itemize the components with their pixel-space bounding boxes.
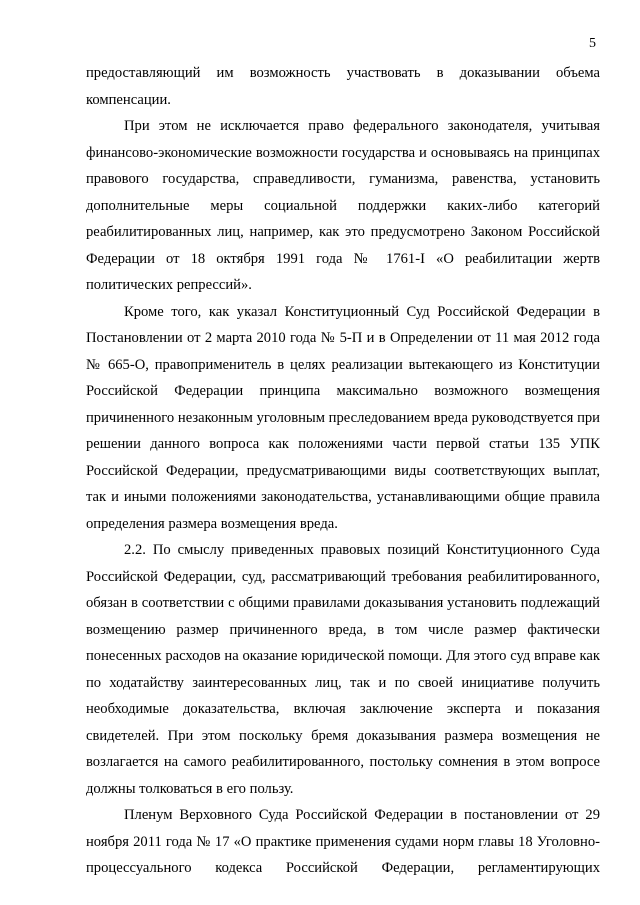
paragraph-continuation: предоставляющий им возможность участвовать в доказывании объема компенсации. [86, 65, 600, 108]
document-body [86, 60, 600, 882]
paragraph-legislator-right: При этом не исключается право федерального законодателя, учитывая финансово-экономические возможности государства и основываясь на принципах правового государства, справедливости, гуманизма, равенства, установить дополнительные меры социальной поддержки каких-либо категорий реабилитированных лиц, например, как это предусмотрено Законом Российской Федерации от 18 октября 1991 года № 1761-I «О реабилитации жертв политических репрессий». [86, 118, 600, 293]
paragraph-section-2-2: 2.2. По смыслу приведенных правовых позиций Конституционного Суда Российской Федерации, суд, рассматривающий требования реабилитированного, обязан в соответствии с общими правилами доказывания установить подлежащий возмещению размер причиненного вреда, в том числе размер фактически понесенных расходов на оказание юридической помощи. Для этого суд вправе как по ходатайству заинтересованных лиц, так и по своей инициативе получить необходимые доказательства, включая заключение эксперта и показания свидетелей. При этом поскольку бремя доказывания размера возмещения не возлагается на самого реабилитированного, постольку сомнения в этом вопросе должны толковаться в его пользу. [86, 542, 600, 797]
page-number: 5 [589, 36, 596, 51]
paragraph-constitutional-court-position: Кроме того, как указал Конституционный Суд Российской Федерации в Постановлении от 2 марта 2010 года № 5-П и в Определении от 11 мая 2012 года № 665-О, правоприменитель в целях реализации вытекающего из Конституции Российской Федерации принципа максимально возможного возмещения причиненного незаконным уголовным преследованием вреда руководствуется при решении данного вопроса как положениями части первой статьи 135 УПК Российской Федерации, предусматривающими виды соответствующих выплат, так и иными положениями законодательства, устанавливающими общие правила определения размера возмещения вреда. [86, 303, 600, 532]
paragraph-supreme-court-plenum: Пленум Верховного Суда Российской Федерации в постановлении от 29 ноября 2011 года № 17 «О практике применения судами норм главы 18 Уголовно-процессуального кодекса Российской Федерации, регламентирующих [86, 807, 600, 876]
